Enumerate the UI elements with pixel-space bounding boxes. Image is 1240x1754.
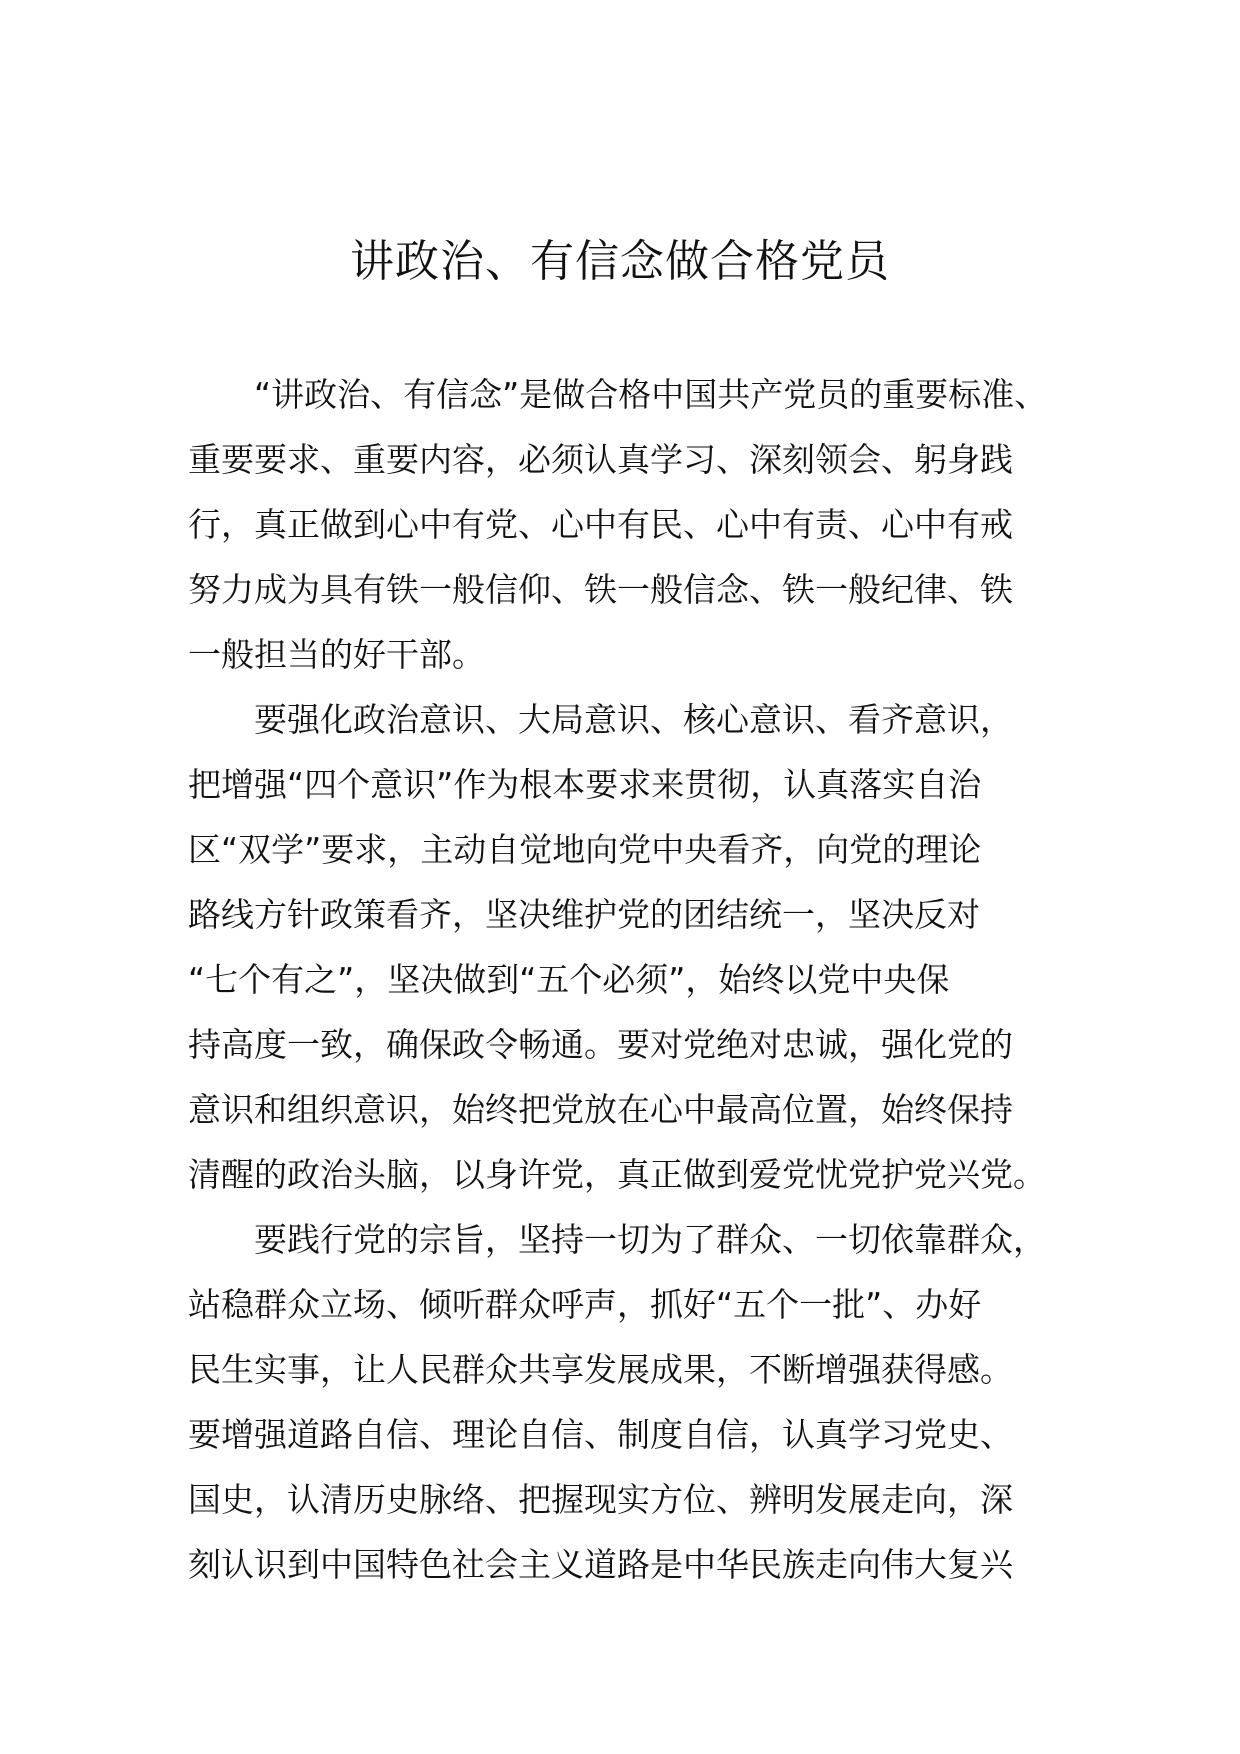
text-line: 路线方针政策看齐，坚决维护党的团结统一，坚决反对: [188, 895, 980, 934]
text-line: 行，真正做到心中有党、心中有民、心中有责、心中有戒: [188, 505, 1013, 544]
text-line: 要强化政治意识、大局意识、核心意识、看齐意识，: [254, 700, 1013, 739]
text-line: 站稳群众立场、倾听群众呼声，抓好“五个一批”、办好: [188, 1285, 982, 1324]
text-line: 努力成为具有铁一般信仰、铁一般信念、铁一般纪律、铁: [188, 570, 1013, 609]
text-line: 意识和组织意识，始终把党放在心中最高位置，始终保持: [188, 1090, 1013, 1129]
text-line: 把增强“四个意识”作为根本要求来贯彻，认真落实自治: [188, 765, 982, 804]
text-line: 重要要求、重要内容，必须认真学习、深刻领会、躬身践: [188, 440, 1013, 479]
document-body: [188, 362, 1068, 1597]
text-line: 民生实事，让人民群众共享发展成果，不断增强获得感。: [188, 1350, 1013, 1389]
text-line: 清醒的政治头脑，以身许党，真正做到爱党忧党护党兴党。: [188, 1155, 1046, 1194]
text-line: 国史，认清历史脉络、把握现实方位、辨明发展走向，深: [188, 1480, 1013, 1519]
text-line: 刻认识到中国特色社会主义道路是中华民族走向伟大复兴: [188, 1545, 1013, 1584]
text-line: 一般担当的好干部。: [188, 635, 485, 674]
text-line: 要增强道路自信、理论自信、制度自信，认真学习党史、: [188, 1415, 1013, 1454]
text-line: 区“双学”要求，主动自觉地向党中央看齐，向党的理论: [188, 830, 982, 869]
text-line: 要践行党的宗旨，坚持一切为了群众、一切依靠群众，: [254, 1220, 1046, 1259]
text-line: “讲政治、有信念”是做合格中国共产党员的重要标准、: [254, 375, 1048, 414]
text-line: “七个有之”，坚决做到“五个必须”，始终以党中央保: [188, 960, 950, 999]
document-title: 讲政治、有信念做合格党员: [350, 236, 890, 287]
text-line: 持高度一致，确保政令畅通。要对党绝对忠诚，强化党的: [188, 1025, 1013, 1064]
